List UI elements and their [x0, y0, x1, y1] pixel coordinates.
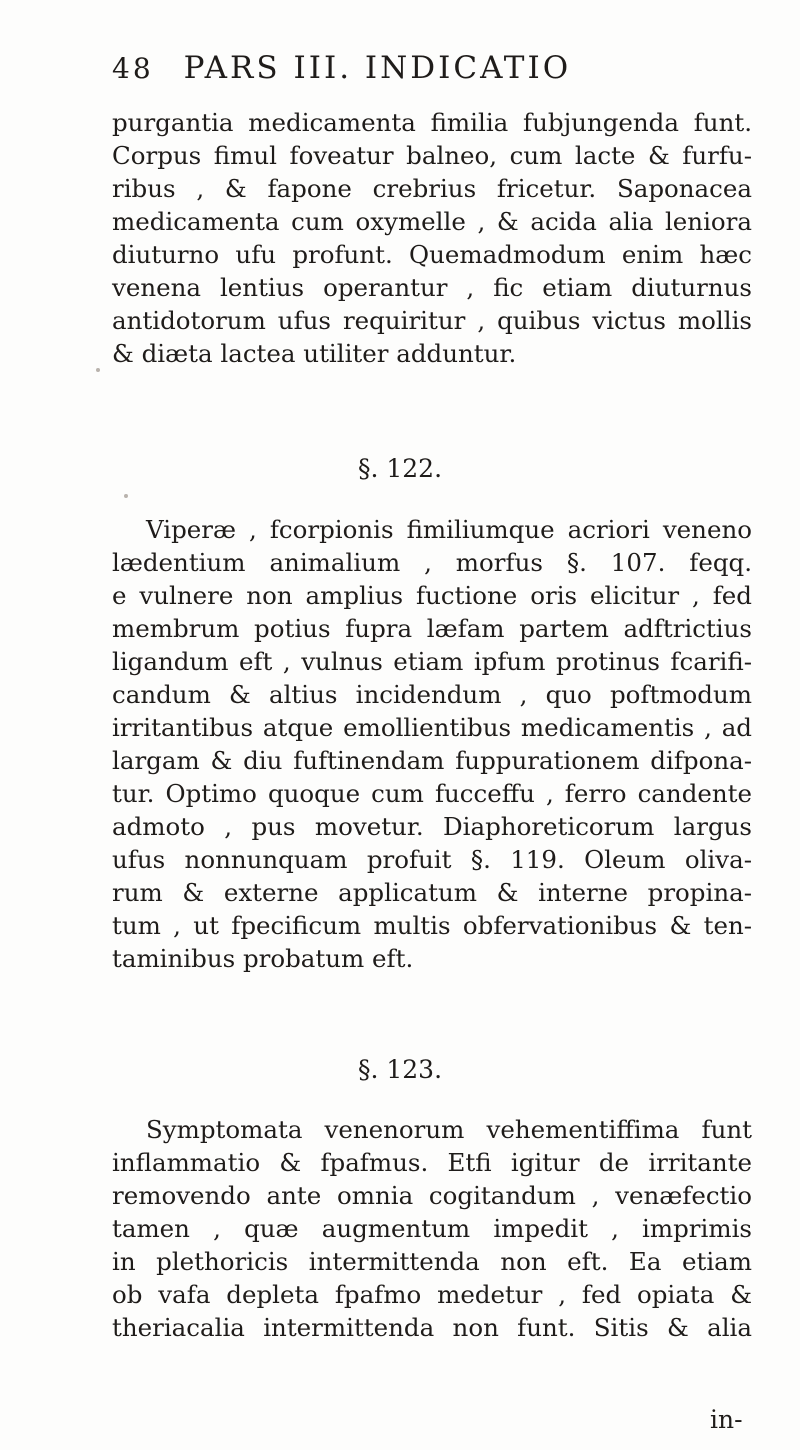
- text-line: removendo ante omnia cogitandum , venæfectio: [112, 1181, 752, 1210]
- text-line: diuturno ufu profunt. Quemadmodum enim hæc: [112, 240, 752, 269]
- text-line: taminibus probatum eft.: [112, 944, 414, 973]
- text-line: rum & externe applicatum & interne propina-: [112, 878, 752, 907]
- text-line: ligandum eft , vulnus etiam ipfum protinus fcarifi-: [112, 647, 752, 676]
- text-line: ob vafa depleta fpafmo medetur , fed opiata &: [112, 1280, 752, 1309]
- print-speck: [124, 494, 128, 498]
- text-line: medicamenta cum oxymelle , & acida alia leniora: [112, 207, 752, 236]
- text-line: tur. Optimo quoque cum fucceffu , ferro candente: [112, 779, 752, 808]
- paragraph-3: [112, 1113, 752, 1344]
- text-line: tamen , quæ augmentum impedit , imprimis: [112, 1214, 752, 1243]
- running-header: [112, 50, 712, 100]
- text-line: largam & diu fuftinendam fuppurationem difpona-: [112, 746, 752, 775]
- running-title: PARS III. INDICATIO: [183, 50, 572, 86]
- text-line: venena lentius operantur , fic etiam diuturnus: [112, 273, 752, 302]
- text-line: ribus , & fapone crebrius fricetur. Saponacea: [112, 174, 752, 203]
- page-number: 48: [112, 52, 154, 85]
- paragraph-2: [112, 513, 752, 975]
- text-line: Corpus fimul foveatur balneo, cum lacte & furfu-: [112, 141, 752, 170]
- text-line: tum , ut fpecificum multis obfervationibus & ten-: [112, 911, 752, 940]
- text-line: lædentium animalium , morfus §. 107. feqq.: [112, 548, 752, 577]
- catchword: in-: [710, 1405, 743, 1434]
- text-line: Viperæ , fcorpionis fimiliumque acriori veneno: [146, 515, 752, 544]
- text-line: membrum potius fupra læfam partem adftrictius: [112, 614, 752, 643]
- paragraph-1: [112, 106, 752, 370]
- text-line: purgantia medicamenta fimilia fubjungenda funt.: [112, 108, 752, 137]
- text-line: e vulnere non amplius fuctione oris elicitur , fed: [112, 581, 752, 610]
- text-line: admoto , pus movetur. Diaphoreticorum largus: [112, 812, 752, 841]
- text-line: candum & altius incidendum , quo poftmodum: [112, 680, 752, 709]
- text-line: Symptomata venenorum vehementiffima funt: [146, 1115, 752, 1144]
- text-line: antidotorum ufus requiritur , quibus victus mollis: [112, 306, 752, 335]
- section-heading-122: §. 122.: [357, 454, 443, 483]
- text-line: theriacalia intermittenda non funt. Sitis & alia: [112, 1313, 752, 1342]
- text-line: inflammatio & fpafmus. Etfi igitur de irritante: [112, 1148, 752, 1177]
- section-heading-123: §. 123.: [357, 1055, 443, 1084]
- text-line: & diæta lactea utiliter adduntur.: [112, 339, 517, 368]
- print-speck: [96, 368, 100, 372]
- text-line: ufus nonnunquam profuit §. 119. Oleum oliva-: [112, 845, 752, 874]
- text-line: in plethoricis intermittenda non eft. Ea etiam: [112, 1247, 752, 1276]
- text-line: irritantibus atque emollientibus medicamentis , ad: [112, 713, 752, 742]
